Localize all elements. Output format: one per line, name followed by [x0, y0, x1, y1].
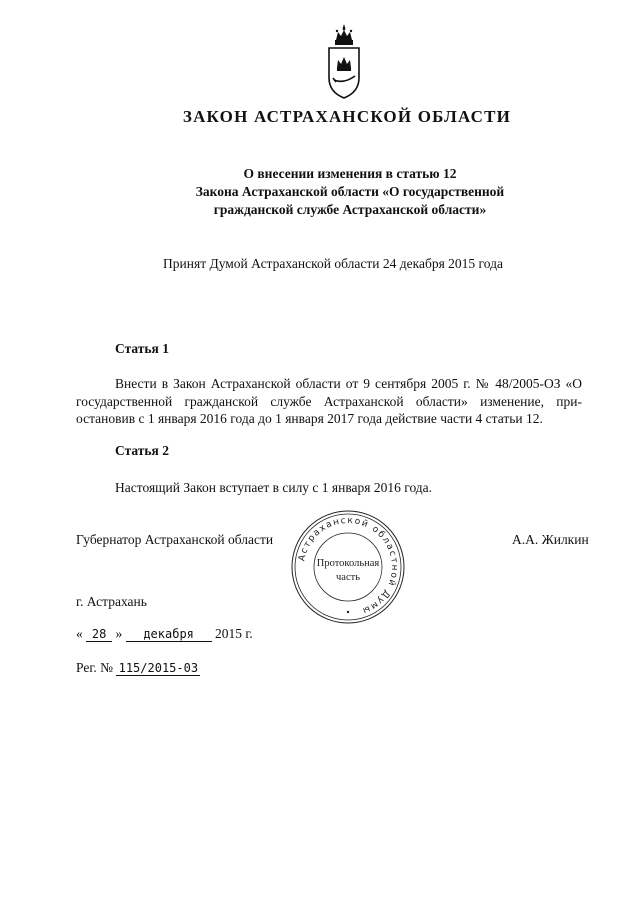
- signatory-position: Губернатор Астраханской области: [76, 532, 274, 547]
- stamp-ring-text: Астраханской областной Думы: [297, 515, 400, 616]
- city-line: г. Астрахань: [76, 594, 147, 609]
- coat-of-arms-emblem: [323, 22, 365, 102]
- article-2-text: Настоящий Закон вступает в силу с 1 января 2016 года.: [115, 480, 433, 495]
- article-1-heading: Статья 1: [115, 341, 169, 356]
- date-open-quote: «: [76, 626, 83, 641]
- date-close-quote: »: [115, 626, 123, 641]
- registration-label: Рег. №: [76, 660, 113, 675]
- signatory-name: А.А. Жилкин: [512, 532, 589, 547]
- date-year: 2015 г.: [215, 626, 253, 641]
- law-subtitle: [140, 165, 560, 219]
- article-2-heading: Статья 2: [115, 443, 169, 458]
- date-day: 28: [86, 627, 112, 642]
- official-stamp: [289, 508, 407, 626]
- registration-number: 115/2015-03: [116, 661, 200, 676]
- law-title: ЗАКОН АСТРАХАНСКОЙ ОБЛАСТИ: [182, 107, 512, 126]
- subtitle-line: О внесении изменения в статью 12: [243, 166, 457, 181]
- subtitle-line: Закона Астраханской области «О государственной: [195, 184, 505, 199]
- date-month: декабря: [126, 627, 212, 642]
- adoption-statement: Принят Думой Астраханской области 24 декабря 2015 года: [163, 256, 503, 271]
- article-1-text: Внести в Закон Астраханской области от 9 сентября 2005 г. № 48/2005-ОЗ «О государственной гражданской службе Астраханской области» изменение, при-остановив с 1 января 2016 года до 1 января 2017 года действие части 4 статьи 12.: [76, 376, 582, 426]
- stamp-center-line-2: часть: [336, 572, 360, 583]
- registration-line: [76, 660, 200, 676]
- subtitle-line: гражданской службе Астраханской области»: [213, 202, 487, 217]
- signing-date: [76, 626, 253, 642]
- stamp-center-line-1: Протокольная: [316, 558, 380, 569]
